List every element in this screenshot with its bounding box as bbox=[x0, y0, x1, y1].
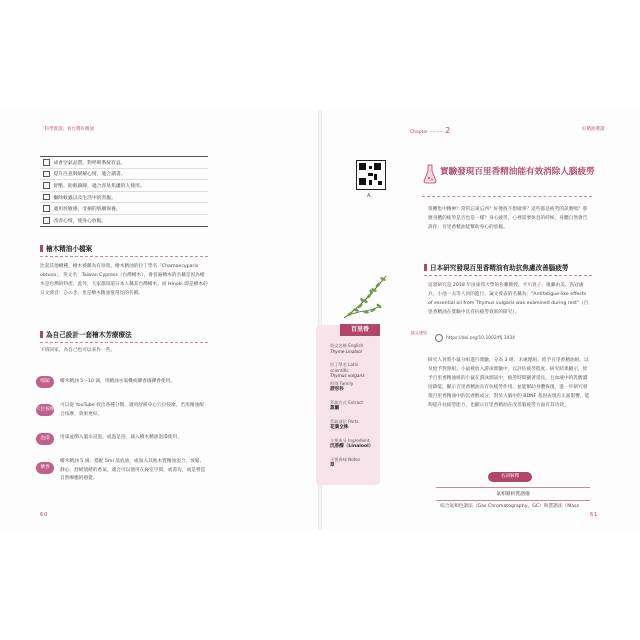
glossary-pill: 名詞解釋 bbox=[488, 472, 532, 482]
qr-caption: A bbox=[367, 193, 371, 199]
checkbox-icon bbox=[43, 159, 50, 166]
method-badge: 穴位按摩 bbox=[36, 404, 54, 416]
globe-icon bbox=[435, 334, 443, 342]
section-marker bbox=[40, 245, 43, 252]
left-running-header: 「科學實證」看台灣好精油 bbox=[40, 127, 94, 132]
checklist-item: 適用於敏感、受損的肌膚保養。 bbox=[40, 203, 208, 215]
herb-card-row bbox=[330, 438, 378, 449]
herb-card-row bbox=[330, 343, 378, 354]
method-badge: 嗅聞 bbox=[36, 376, 54, 388]
herb-card-row bbox=[330, 362, 378, 379]
checkbox-icon bbox=[43, 182, 50, 189]
method-badge: 擴香 bbox=[36, 462, 54, 474]
dashed-rule bbox=[40, 342, 208, 343]
right-running-header: 好精油選讀 bbox=[582, 127, 605, 132]
section-title-file: 檜木精油小檔案 bbox=[40, 243, 92, 253]
page-number-right: 61 bbox=[590, 512, 599, 518]
dashed-rule bbox=[40, 256, 208, 257]
method-text: 用澡盆倒入溫水浸泡，或泡足浴，滴入檜木精油泡澡使用。 bbox=[60, 435, 182, 440]
checkbox-icon bbox=[43, 205, 50, 212]
row-value: 蒸餾 bbox=[330, 405, 340, 411]
qr-code[interactable] bbox=[356, 160, 386, 190]
section-marker bbox=[424, 264, 427, 271]
checkbox-icon bbox=[43, 194, 50, 201]
article-intro: 很難集中精神？常常忘東忘西？好像找不想做事？這些都是疲勞的訊號嗎？那麼身體的疲勞是否也是一樣？身心疲勞，心裡需要休息的時候，身體自然會告訴你：百里香精油能幫助身心的放鬆。 bbox=[428, 207, 588, 230]
method-text: 檜木精油 5～10 滴，用精油水氧機或擴香儀擴香使用。 bbox=[60, 379, 176, 384]
method-text: 檜木精油 5 滴，搭配 5ml 基底油，或加入其他木質精油混合，放鬆、靜心、舒緩情緒的香氣，適合可以使用在寢室空間，或書房，或是營造自然療癒的感覺。 bbox=[60, 459, 206, 481]
study-paragraph: 這項研究是 2018 年由東邦大學的佐藤教授，平川真子、後藤由美、真冠處兵、小池一夫等人員的進行，論文發表的名稱為："Antifatigue-like effects of essential oil from Thymus vulgaris was examined during rest"（百里香精油在實驗中具有抗疲勞效果的研究）。 bbox=[428, 283, 589, 315]
design-intro: 下班回家，為自己也可以來作一些。 bbox=[40, 348, 116, 353]
page-number-left: 60 bbox=[40, 512, 49, 518]
row-value: 花葉全株 bbox=[330, 424, 349, 430]
herb-card-row bbox=[330, 457, 378, 468]
checkbox-icon bbox=[43, 171, 50, 178]
section-marker bbox=[40, 331, 43, 338]
checklist-item: 驅除蚊蟲以及生活中的害蟲。 bbox=[40, 192, 208, 204]
file-paragraph: 比起其他檜種，檜木被稱為有珍貴，檜木精油的拉丁學名「Chamaecyparis obtusa」，英文名：Taiwan Cypress（台灣檜木），會普遍檜木的名稱是因為檜木是台灣的特產，此外，大家都知道日本人稱其台灣檜木，而 Hinoki 即是檜木的日文發音：ひのき，也是檜木精油很常見的名稱。 bbox=[40, 264, 208, 296]
study-detail: 研究人員將小鼠分組進行實驗，分為 3 組：未處理組、給予百里香精油組，以及給予對照組。小鼠被放入游泳實驗中，以評估疲勞程度。研究結果顯示，給予百里香精油組的小鼠在游泳測試中，疲勞時間顯著延長，且血液中的乳酸濃度降低，顯示百里香精油具有抗疲勞作用，並能幫助身體恢復，進一步研究發現百里香精油中的沉香醇成分，對於大腦中的 BDNF 基因表現有正面影響，能夠提升抗疲勞能力，也顯示百里香精油在改善腦疲勞方面有其功效。 bbox=[428, 358, 590, 408]
row-value: Thyme Linalool bbox=[330, 348, 362, 354]
article-title: 實驗發現百里香精油能有效消除人腦疲勞 bbox=[440, 167, 595, 177]
herb-card-title: 百里香 bbox=[340, 324, 380, 336]
benefit-checklist bbox=[40, 156, 208, 227]
flask-icon bbox=[423, 164, 437, 184]
herb-card-row bbox=[330, 419, 378, 430]
section-title-design: 為自己設計一套檜木芳療療法 bbox=[40, 329, 132, 339]
row-value: Thymus vulgaris bbox=[330, 373, 365, 379]
row-value: 唇形科 bbox=[330, 386, 344, 392]
row-value: 沉香醇（Linalool） bbox=[330, 443, 374, 449]
checklist-item: 改善心情，使身心放鬆。 bbox=[40, 215, 208, 226]
row-label: 科別 Family bbox=[330, 381, 354, 386]
row-label: 主要成分 Ingredient bbox=[330, 438, 370, 443]
row-value: 草 bbox=[330, 462, 335, 468]
checklist-item: 舒壓、助眠鎮靜，適合容易焦慮的人使用。 bbox=[40, 180, 208, 192]
paper-link[interactable]: https://doi.org/10.1002/ffj.3434 bbox=[435, 334, 555, 342]
section-title-study: 日本研究發現百里香精油有助抗焦慮改善腦疲勞 bbox=[424, 262, 568, 272]
method-text: 可以從 YouTube 找出各種分類，適用舒緩身心穴位按摩，若用精油配合按摩，效果更好。 bbox=[60, 403, 204, 417]
row-label: 萃取部位 Parts bbox=[330, 419, 359, 424]
row-label: 拉丁學名 Latin scientific bbox=[330, 362, 359, 373]
chapter-label: Chapter ·········· 2 bbox=[410, 126, 451, 135]
herb-card-row bbox=[330, 381, 378, 392]
glossary-term: 氣相層析質譜儀 bbox=[496, 492, 530, 497]
row-label: 英文名稱 English bbox=[330, 343, 364, 348]
chapter-number: 2 bbox=[445, 126, 451, 135]
checklist-item: 提升注意與緩解心情，適合讀書。 bbox=[40, 169, 208, 181]
method-badge: 泡澡 bbox=[36, 433, 54, 445]
chapter-word: Chapter bbox=[410, 130, 428, 135]
checklist-item: 成香空氣品質，對呼吸系統有益。 bbox=[40, 157, 208, 169]
dashed-rule bbox=[422, 196, 592, 197]
glossary-rule bbox=[436, 487, 590, 488]
row-label: 主要香味 Notes bbox=[330, 457, 361, 462]
row-label: 萃取方式 Extract bbox=[330, 400, 364, 405]
herb-card-row bbox=[330, 400, 378, 411]
checkbox-icon bbox=[43, 217, 50, 224]
thyme-sprig-illustration bbox=[340, 270, 392, 324]
glossary-rule bbox=[436, 500, 590, 501]
dashed-rule bbox=[424, 275, 592, 276]
paper-link-label: 論文連結 bbox=[410, 330, 428, 335]
glossary-text: 綜合氣相色譜法（Gas Chromatography，GC）和質譜法（Mass bbox=[440, 504, 580, 509]
